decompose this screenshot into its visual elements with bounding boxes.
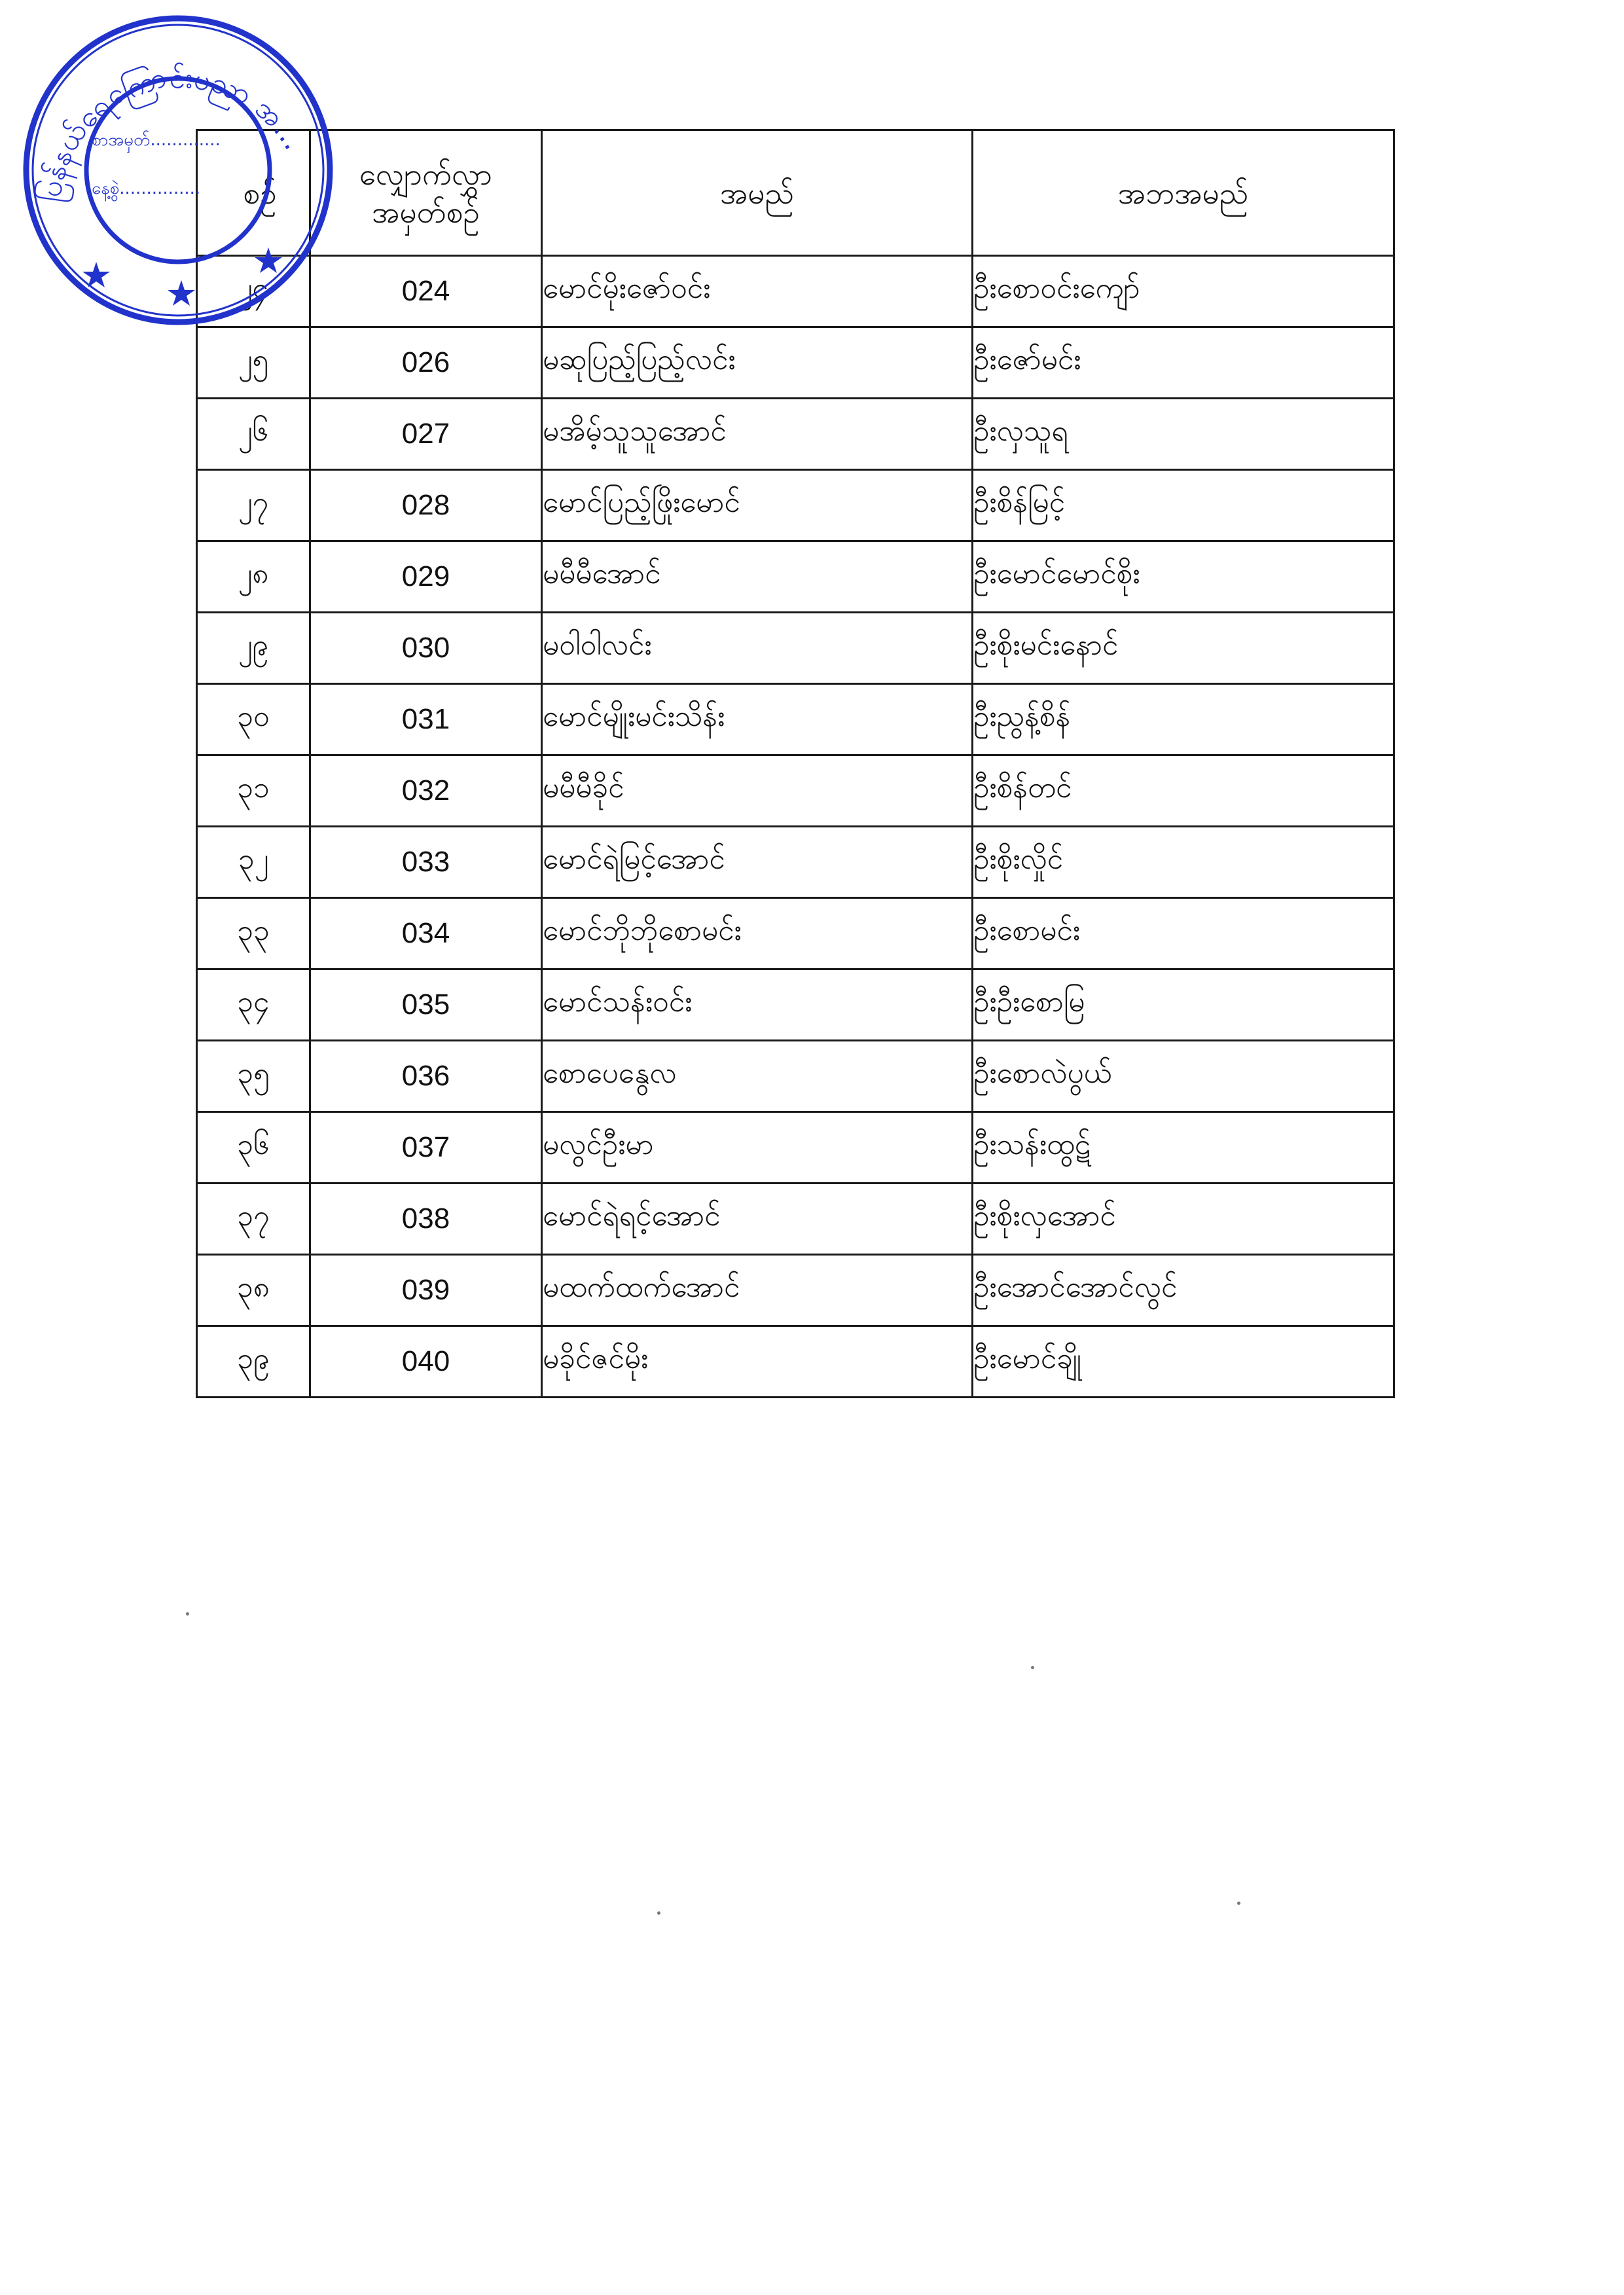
row-application-no: 030 — [310, 613, 542, 684]
row-father-name: ဦးလှသူရ — [973, 399, 1394, 470]
row-student-name: မမီမီအောင် — [542, 541, 973, 613]
row-student-name: မောင်ရဲရင့်အောင် — [542, 1184, 973, 1255]
row-serial-no: ၂၅ — [197, 327, 310, 399]
table-row — [197, 898, 1394, 969]
table-row — [197, 1326, 1394, 1398]
stamp-line-date: နေ့စွဲ............... — [92, 179, 201, 198]
row-application-no: 026 — [310, 327, 542, 399]
row-student-name: မဝါဝါလင်း — [542, 613, 973, 684]
table-row — [197, 613, 1394, 684]
row-serial-no: ၃၄ — [197, 969, 310, 1041]
row-application-no: 027 — [310, 399, 542, 470]
scan-speck — [186, 1612, 189, 1616]
row-student-name: မထက်ထက်အောင် — [542, 1255, 973, 1326]
row-father-name: ဦးသန်းထွဋ် — [973, 1112, 1394, 1184]
scan-speck — [657, 1911, 660, 1915]
table-header-row — [197, 130, 1394, 256]
official-seal-stamp — [14, 7, 342, 334]
row-application-no: 038 — [310, 1184, 542, 1255]
row-father-name: ဦးစိုးလှအောင် — [973, 1184, 1394, 1255]
row-student-name: မမီမီခိုင် — [542, 755, 973, 827]
row-father-name: ဦးမောင်ချို — [973, 1326, 1394, 1398]
row-serial-no: ၃၇ — [197, 1184, 310, 1255]
row-serial-no: ၃၅ — [197, 1041, 310, 1112]
scan-speck — [1237, 1902, 1240, 1905]
row-application-no: 040 — [310, 1326, 542, 1398]
row-student-name: မောင်ပြည့်ဖြိုးမောင် — [542, 470, 973, 541]
table-row — [197, 1184, 1394, 1255]
row-father-name: ဦးဇော်မင်း — [973, 327, 1394, 399]
row-father-name: ဦးစိုးလှိုင် — [973, 827, 1394, 898]
row-serial-no: ၃၂ — [197, 827, 310, 898]
header-serial-no-text: စဉ် — [243, 175, 277, 211]
row-student-name: မောင်သန်းဝင်း — [542, 969, 973, 1041]
table-row — [197, 1255, 1394, 1326]
row-serial-no: ၂၆ — [197, 399, 310, 470]
row-serial-no: ၃၀ — [197, 684, 310, 755]
row-application-no: 024 — [310, 256, 542, 327]
row-father-name: ဦးညွန့်စိန် — [973, 684, 1394, 755]
row-father-name: ဦးအောင်အောင်လွင် — [973, 1255, 1394, 1326]
header-application-no-line1: လျှောက်လွှာ — [359, 156, 493, 192]
header-father-name: အဘအမည် — [973, 130, 1394, 256]
table-row — [197, 470, 1394, 541]
row-serial-no: ၃၈ — [197, 1255, 310, 1326]
row-father-name: ဦးမောင်မောင်စိုး — [973, 541, 1394, 613]
row-serial-no: ၂၉ — [197, 613, 310, 684]
row-father-name: ဦးစောလဲပွယ် — [973, 1041, 1394, 1112]
row-application-no: 032 — [310, 755, 542, 827]
row-serial-no: ၃၁ — [197, 755, 310, 827]
header-application-no — [310, 130, 542, 256]
stamp-star-icon — [168, 280, 195, 306]
row-application-no: 029 — [310, 541, 542, 613]
row-father-name: ဦးစောမင်း — [973, 898, 1394, 969]
row-student-name: မအိမ့်သူသူအောင် — [542, 399, 973, 470]
table-row — [197, 684, 1394, 755]
stamp-star-icon — [255, 247, 282, 273]
row-father-name: ဦးစိန်တင် — [973, 755, 1394, 827]
row-student-name: မောင်မိုးဇော်ဝင်း — [542, 256, 973, 327]
row-serial-no: ၃၉ — [197, 1326, 310, 1398]
table-row — [197, 256, 1394, 327]
row-student-name: မောင်မျိုးမင်းသိန်း — [542, 684, 973, 755]
row-student-name: စောပေနွေလ — [542, 1041, 973, 1112]
row-student-name: မဆုပြည့်ပြည့်လင်း — [542, 327, 973, 399]
row-serial-no: ၂၈ — [197, 541, 310, 613]
row-father-name: ဦးစိုးမင်းနောင် — [973, 613, 1394, 684]
row-serial-no: ၃၆ — [197, 1112, 310, 1184]
table-row — [197, 1112, 1394, 1184]
row-application-no: 035 — [310, 969, 542, 1041]
row-application-no: 034 — [310, 898, 542, 969]
table-row — [197, 327, 1394, 399]
table-row — [197, 1041, 1394, 1112]
row-application-no: 033 — [310, 827, 542, 898]
row-student-name: မလွင်ဦးမာ — [542, 1112, 973, 1184]
row-father-name: ဦးဦးစောမြ — [973, 969, 1394, 1041]
table-row — [197, 399, 1394, 470]
header-application-no-line2: အမှတ်စဉ် — [372, 194, 480, 230]
row-application-no: 036 — [310, 1041, 542, 1112]
row-father-name: ဦးစိန်မြင့် — [973, 470, 1394, 541]
row-father-name: ဦးစောဝင်းကျော် — [973, 256, 1394, 327]
student-list-table — [196, 129, 1395, 1398]
scan-speck — [1031, 1666, 1034, 1669]
stamp-outer-text: ပြန်နယ်ရေကြောင်းပညာ အ... — [33, 60, 311, 204]
table-row — [197, 541, 1394, 613]
row-student-name: မောင်ဘိုဘိုစောမင်း — [542, 898, 973, 969]
table-row — [197, 969, 1394, 1041]
row-application-no: 031 — [310, 684, 542, 755]
row-serial-no: ၂၇ — [197, 470, 310, 541]
row-application-no: 028 — [310, 470, 542, 541]
row-student-name: မခိုင်ဇင်မိုး — [542, 1326, 973, 1398]
row-serial-no: ၃၃ — [197, 898, 310, 969]
stamp-line-letter-no: စာအမှတ်............. — [92, 130, 221, 150]
row-application-no: 039 — [310, 1255, 542, 1326]
row-student-name: မောင်ရဲမြင့်အောင် — [542, 827, 973, 898]
table-row — [197, 827, 1394, 898]
row-serial-no: ၂၄ — [197, 256, 310, 327]
table-body — [197, 256, 1394, 1398]
table-row — [197, 755, 1394, 827]
row-application-no: 037 — [310, 1112, 542, 1184]
header-name: အမည် — [542, 130, 973, 256]
